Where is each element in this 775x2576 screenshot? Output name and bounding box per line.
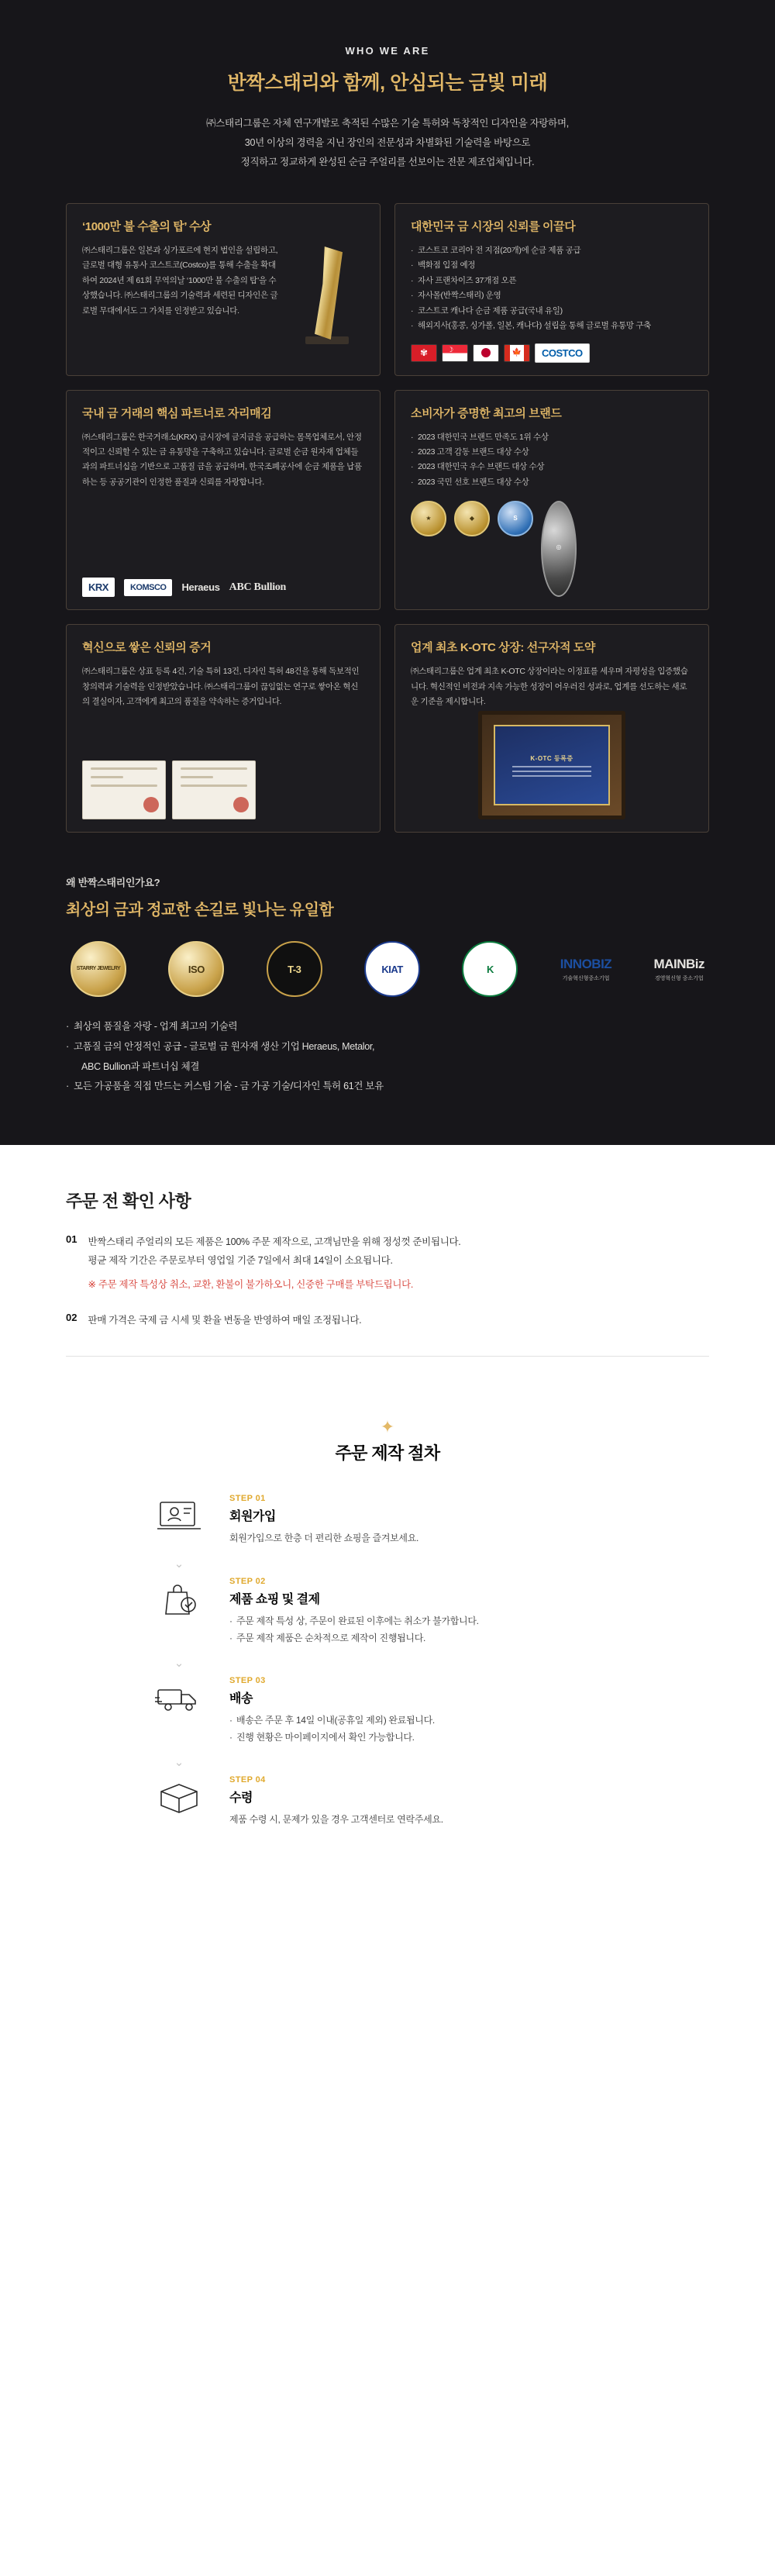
intro-paragraph	[116, 114, 659, 172]
card-bullet: · 2023 국민 선호 브랜드 대상 수상	[411, 475, 693, 490]
page-title: 반짝스태리와 함께, 안심되는 금빛 미래	[227, 72, 548, 94]
step-description: · 주문 제작 제품은 순차적으로 제작이 진행됩니다.	[229, 1629, 479, 1647]
card-bullet: · 자사 프랜차이즈 37개점 오픈	[411, 274, 693, 288]
section-divider	[66, 1356, 709, 1357]
intro-line-3: 정직하고 정교하게 완성된 순금 주얼리를 선보이는 전문 제조업체입니다.	[240, 157, 535, 167]
why-bullet: · 모든 가공품을 직접 만드는 커스텀 기술 - 금 가공 기술/디자인 특허 61건 보유	[66, 1077, 709, 1097]
plaque-wrap	[411, 711, 693, 819]
iso-badge-icon: ISO	[168, 941, 224, 997]
notice-number: 01	[66, 1233, 78, 1245]
why-section	[66, 874, 709, 1097]
guild-badge-icon: STARRY JEWELRY	[71, 941, 126, 997]
signup-icon	[147, 1491, 211, 1542]
achievement-card-grid	[66, 203, 709, 833]
card-bullet: · 해외지사(홍콩, 싱가폴, 일본, 캐나다) 설립을 통해 글로벌 유통망 구축	[411, 319, 693, 333]
abc-bullion-logo: ABC Bullion	[229, 581, 287, 593]
heraeus-logo: Heraeus	[181, 581, 220, 594]
step-label: STEP 04	[229, 1775, 266, 1785]
process-title: 주문 제작 절차	[335, 1443, 440, 1464]
card-bullet: · 코스트코 캐나다 순금 제품 공급(국내 유일)	[411, 304, 693, 319]
certificate-row	[82, 751, 364, 819]
process-step	[147, 1673, 628, 1746]
komsco-logo: KOMSCO	[124, 579, 173, 596]
step-name: 배송	[229, 1692, 253, 1706]
chevron-down-icon: ⌄	[174, 1557, 184, 1571]
plaque-title: K-OTC 등록증	[530, 754, 574, 762]
process-step	[147, 1574, 628, 1647]
kotc-plaque-icon	[478, 711, 625, 819]
notice-item	[66, 1233, 709, 1294]
why-kicker: 왜 반짝스태리인가요?	[66, 877, 160, 889]
notice-item	[66, 1311, 709, 1329]
why-bullet-continuation: ABC Bullion과 파트너십 체결	[81, 1060, 200, 1072]
costco-logo: COSTCO	[535, 343, 590, 363]
order-notice-section	[0, 1145, 775, 1388]
process-step	[147, 1772, 628, 1828]
card-title: 대한민국 금 시장의 신뢰를 이끌다	[411, 220, 576, 233]
card-paragraph: ㈜스태리그룹은 한국거래소(KRX) 금시장에 금지금을 공급하는 몸목업체로서, 안정적이고 신뢰할 수 있는 금 유통망을 구축하고 있습니다. 글로벌 순금 원자재 업체들과의 파트너십을 기반으로 고품질 금을 공급하며, 한국조폐공사에 순금 제품을 납품하는 등 공공기관이 인정한 품질과 신뢰를 자랑합니다.	[82, 432, 362, 487]
step-description: 제품 수령 시, 문제가 있을 경우 고객센터로 연락주세요.	[229, 1814, 443, 1826]
card-paragraph: ㈜스태리그룹은 업계 최초 K-OTC 상장이라는 이정표를 세우며 자평성을 입증했습니다. 혁신적인 비전과 지속 가능한 성장이 어우러진 성과로, 업계를 선도하는 새로운 기준을 제시합니다.	[411, 667, 688, 707]
package-box-icon	[147, 1772, 211, 1823]
delivery-truck-icon	[147, 1673, 211, 1724]
kiat-badge-icon: KIAT	[364, 941, 420, 997]
shopping-bag-icon	[147, 1574, 211, 1625]
card-bullet: · 2023 대한민국 우수 브랜드 대상 수상	[411, 460, 693, 474]
card-title: 업계 최초 K-OTC 상장: 선구자적 도약	[411, 641, 596, 655]
card-title: ‘1000만 불 수출의 탑’ 수상	[82, 220, 212, 233]
notice-number: 02	[66, 1312, 78, 1324]
award-medal-icon: ◎	[541, 501, 577, 597]
card-distribution-network	[394, 203, 709, 376]
award-medal-icon: S	[498, 501, 533, 536]
process-step-list	[147, 1491, 628, 1828]
chevron-down-icon: ⌄	[174, 1657, 184, 1671]
card-patents	[66, 624, 381, 833]
award-medal-icon: ★	[411, 501, 446, 536]
award-medal-row	[411, 490, 693, 597]
card-bullet: · 2023 대한민국 브랜드 만족도 1위 수상	[411, 430, 693, 445]
card-title: 혁신으로 쌓은 신뢰의 증거	[82, 641, 212, 655]
why-bullet-list	[66, 1017, 709, 1097]
step-description: · 진행 현황은 마이페이지에서 확인 가능합니다.	[229, 1729, 435, 1746]
step-name: 회원가입	[229, 1510, 276, 1524]
card-export-award	[66, 203, 381, 376]
card-bullet: · 백화점 입점 예정	[411, 258, 693, 273]
card-gold-partners	[66, 390, 381, 611]
innobiz-badge-icon: INNOBIZ 기술혁신형중소기업	[560, 956, 612, 982]
mainbiz-badge-icon: MAINBiz 경영혁신형 중소기업	[653, 956, 704, 982]
certification-badge-row	[66, 941, 709, 997]
notice-line: 평균 제작 기간은 주문로부터 영업일 기준 7일에서 최대 14일이 소요됩니다.	[88, 1255, 393, 1267]
about-section	[0, 0, 775, 1145]
trophy-icon	[290, 243, 364, 363]
why-bullet-text: 고품질 금의 안정적인 공급 - 글로벌 금 원자재 생산 기업 Heraeus, Metalor,	[74, 1041, 375, 1053]
certificate-document-icon	[82, 760, 166, 819]
flag-logo-row	[411, 334, 693, 363]
card-title: 국내 금 거래의 핵심 파트너로 자리매김	[82, 406, 272, 420]
step-description: · 배송은 주문 후 14일 이내(공휴일 제외) 완료됩니다.	[229, 1712, 435, 1729]
card-paragraph: ㈜스태리그룹은 일본과 싱가포르에 현지 법인을 설립하고, 글로벌 대형 유통사 코스트코(Costco)를 통해 수출을 확대하여 2024년 제 61회 무역의날 ‘1000만 불 수출의 탑’을 수상했습니다. ㈜스태리그룹의 기술력과 세련된 디자인은 글로벌 무대에서도 그 가치를 인정받고 있습니다.	[82, 246, 278, 316]
why-bullet: · 최상의 품질을 자랑 - 업계 최고의 기술력	[66, 1017, 709, 1037]
card-brand-awards	[394, 390, 709, 611]
canada-flag-icon	[504, 344, 530, 362]
card-bullet: · 코스트코 코리아 전 지점(20개)에 순금 제품 공급	[411, 243, 693, 258]
section-kicker: WHO WE ARE	[345, 45, 430, 57]
step-name: 제품 쇼핑 및 결제	[229, 1592, 320, 1606]
notice-line: 반짝스태리 주얼리의 모든 제품은 100% 주문 제작으로, 고객님만을 위해 정성껏 준비됩니다.	[88, 1236, 461, 1247]
order-process-section	[0, 1388, 775, 1882]
sparkle-icon: ✦	[380, 1417, 395, 1437]
notice-line: 판매 가격은 국제 금 시세 및 환율 변동을 반영하여 매일 조정됩니다.	[88, 1315, 362, 1326]
partner-logo-row	[82, 567, 364, 597]
step-description: 회원가입으로 한층 더 편리한 쇼핑을 즐겨보세요.	[229, 1533, 419, 1544]
step-label: STEP 02	[229, 1576, 266, 1586]
why-title: 최상의 금과 정교한 손길로 빛나는 유일함	[66, 902, 334, 919]
innovation-badge-icon: K	[462, 941, 518, 997]
chevron-down-icon: ⌄	[174, 1756, 184, 1770]
award-medal-icon: ◆	[454, 501, 490, 536]
card-kotc-listing	[394, 624, 709, 833]
card-title: 소비자가 증명한 최고의 브랜드	[411, 406, 562, 420]
why-bullet	[66, 1037, 709, 1077]
hong-kong-flag-icon	[411, 344, 437, 362]
card-paragraph: ㈜스태리그룹은 상표 등록 4건, 기술 특허 13건, 디자인 특허 48건을 통해 독보적인 창의력과 기술력을 인정받았습니다. ㈜스태리그룹이 끊임없는 연구로 쌓아온 혁신의 결실이자, 고객에게 최고의 품질을 약속하는 증거입니다.	[82, 667, 360, 707]
intro-line-2: 30년 이상의 경력을 지닌 장인의 전문성과 차별화된 기술력을 바탕으로	[244, 137, 531, 148]
order-notice-title: 주문 전 확인 사항	[66, 1191, 191, 1211]
notice-warning: ※ 주문 제작 특성상 취소, 교환, 환불이 불가하오니, 신중한 구매를 부탁드립니다.	[88, 1278, 414, 1290]
card-bullet: · 2023 고객 감동 브랜드 대상 수상	[411, 445, 693, 460]
step-label: STEP 01	[229, 1494, 266, 1504]
step-label: STEP 03	[229, 1676, 266, 1686]
step-name: 수령	[229, 1791, 253, 1805]
process-step	[147, 1491, 628, 1547]
singapore-flag-icon	[442, 344, 468, 362]
japan-flag-icon	[473, 344, 499, 362]
t3-badge-icon: T-3	[267, 941, 322, 997]
certificate-document-icon	[172, 760, 256, 819]
intro-line-1: ㈜스태리그룹은 자체 연구개발로 축적된 수많은 기술 특허와 독창적인 디자인을 자랑하며,	[206, 118, 569, 129]
krx-logo: KRX	[82, 578, 115, 597]
card-bullet: · 자사몰(반짝스태리) 운영	[411, 288, 693, 303]
step-description: · 주문 제작 특성 상, 주문이 완료된 이후에는 취소가 불가합니다.	[229, 1612, 479, 1629]
